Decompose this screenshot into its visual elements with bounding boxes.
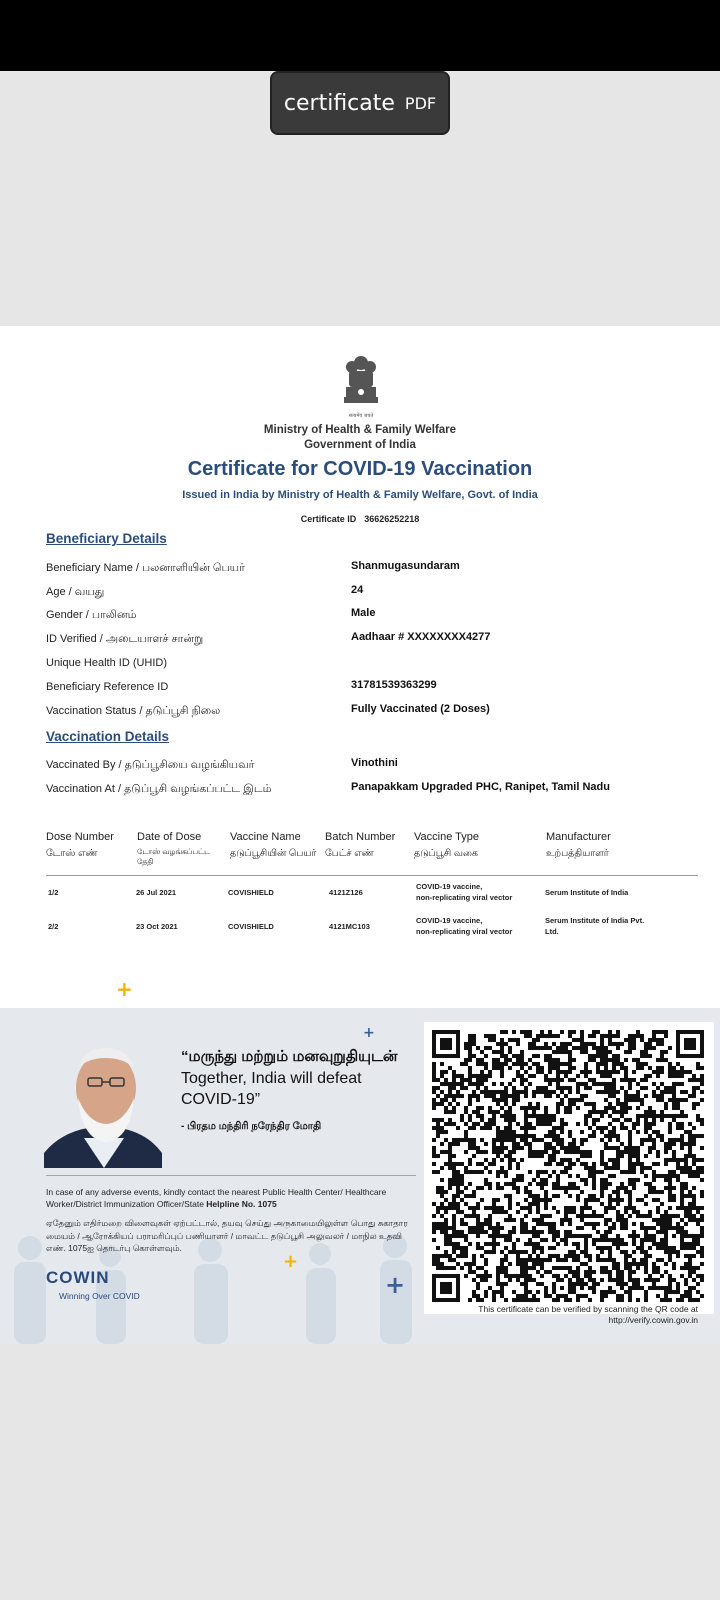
row-label: Vaccinated By / தடுப்பூசியை வழங்கியவர் [46,759,255,771]
cowin-logo: COWIN [46,1268,110,1287]
qr-caption-line: This certificate can be verified by scanning the QR code at [478,1304,698,1314]
helpline-text-tamil: ஏதேனும் எதிர்மறை விளைவுகள் ஏற்பட்டால், தயவு செய்து அருகாமையிலுள்ள பொது சுகாதார மையம் / ஆரோக்கியப் பராமரிப்புப் பணியாளர் / மாவட்ட தடுப்பூசி அலுவலர் / மாநில உதவி எண். 1075ஐ தொடர்பு கொள்ளவும். [46,1218,408,1253]
row-value: Shanmugasundaram [351,560,460,572]
quote-attribution: - பிரதம மந்திரி நரேந்திர மோதி [181,1121,322,1132]
qr-code[interactable] [424,1022,714,1314]
column-header-ta: டோஸ் வழங்கப்பட்ட தேதி [137,847,211,866]
row-label: Age / வயது [46,586,105,598]
column-header-ta: தடுப்பூசியின் பெயர் [230,848,317,859]
vaccine-type-line: COVID-19 vaccine, [416,882,483,891]
row-value: 24 [351,584,364,596]
dose-date: 23 Oct 2021 [136,922,178,931]
vaccine-name: COVISHIELD [228,922,274,931]
row-value: Vinothini [351,757,398,769]
dose-number: 1/2 [48,888,59,897]
status-bar [0,0,720,71]
emblem-motto: सत्यमेव जयते [348,413,374,419]
column-header [546,831,686,859]
certificate-id-label: Certificate ID [300,514,357,524]
column-header-en: Dose Number [46,831,114,843]
column-header-en: Date of Dose [137,831,202,843]
vaccine-type-line: non-replicating viral vector [416,893,513,902]
file-type: PDF [404,93,437,113]
column-header-en: Batch Number [325,831,396,843]
plus-icon: + [116,977,133,1001]
beneficiary-row [46,633,696,653]
manufacturer-line: Serum Institute of India [545,888,629,897]
column-header-ta: தடுப்பூசி வகை [414,848,479,859]
row-value: Panapakkam Upgraded PHC, Ranipet, Tamil Nadu [351,781,610,793]
manufacturer [545,887,628,898]
manufacturer-line: Serum Institute of India Pvt. [545,916,645,925]
certificate-page [0,326,720,1344]
beneficiary-row [46,681,696,701]
vaccination-row [46,759,696,779]
file-name-pill[interactable] [270,71,450,135]
vaccine-type-line: non-replicating viral vector [416,927,513,936]
beneficiary-row [46,657,696,677]
helpline-text-main: In case of any adverse events, kindly contact the nearest Public Health Center/ Healthcare Worker/District Immunization Officer/State [46,1187,387,1209]
vaccine-type [416,915,512,937]
vaccine-type [416,881,512,903]
vaccination-section-title: Vaccination Details [46,729,170,744]
column-header-ta: உற்பத்தியாளர் [546,848,609,859]
ministry-block [0,423,720,453]
vaccine-type-line: COVID-19 vaccine, [416,916,483,925]
row-label: Beneficiary Name / பலனாளியின் பெயர் [46,562,245,574]
row-label: Vaccination Status / தடுப்பூசி நிலை [46,705,221,717]
file-name: certificate [283,90,395,116]
row-label: Gender / பாலினம் [46,609,137,621]
ministry-name: Ministry of Health & Family Welfare [263,424,457,436]
manufacturer-line: Ltd. [545,927,559,936]
dose-date: 26 Jul 2021 [136,888,177,897]
plus-icon: + [283,1251,299,1272]
certificate-id-line [0,514,720,524]
beneficiary-row [46,609,696,629]
row-label: Unique Health ID (UHID) [46,657,168,669]
prime-minister-portrait [44,1028,164,1168]
manufacturer [545,915,644,937]
qr-caption-link: http://verify.cowin.gov.in [608,1315,698,1325]
column-header [137,831,227,867]
column-header-en: Manufacturer [546,831,611,843]
certificate-subtitle: Issued in India by Ministry of Health & Family Welfare, Govt. of India [182,489,538,501]
helpline-text [46,1186,416,1210]
row-label: Beneficiary Reference ID [46,681,169,693]
row-value: Fully Vaccinated (2 Doses) [351,703,490,715]
row-label: Vaccination At / தடுப்பூசி வழங்கப்பட்ட இடம் [46,783,272,795]
batch-number: 4121MC103 [329,922,370,931]
column-header-ta: டோஸ் எண் [46,848,98,859]
certificate-title: Certificate for COVID-19 Vaccination [187,458,533,480]
dose-number: 2/2 [48,922,59,931]
quote-block [181,1048,411,1133]
beneficiary-row [46,705,696,725]
column-header-en: Vaccine Name [230,831,301,843]
batch-number: 4121Z126 [329,888,363,897]
certificate-id-value: 36626252218 [364,514,420,524]
column-header-ta: பேட்ச் எண் [325,848,374,859]
beneficiary-row [46,586,696,606]
column-header [46,831,136,859]
footer-divider [46,1175,416,1176]
column-header-en: Vaccine Type [414,831,480,843]
column-header [325,831,415,859]
plus-icon: + [385,1271,406,1299]
plus-icon: + [363,1025,375,1041]
row-value: Aadhaar # XXXXXXXX4277 [351,631,491,643]
qr-caption [398,1304,698,1326]
cowin-tagline: Winning Over COVID [59,1291,140,1301]
column-header [230,831,325,859]
quote-tamil: “மருந்து மற்றும் மனவுறுதியுடன் [181,1048,398,1065]
quote-english: Together, India will defeat COVID-19” [181,1070,362,1108]
beneficiary-section-title: Beneficiary Details [46,531,167,546]
certificate-footer [0,1008,720,1344]
row-value: 31781539363299 [351,679,437,691]
vaccination-row [46,783,696,803]
government-name: Government of India [304,439,416,451]
column-header [414,831,534,859]
national-emblem-icon [340,351,382,423]
beneficiary-row [46,562,696,582]
row-label: ID Verified / அடையாளச் சான்று [46,633,204,645]
qr-code-icon [432,1030,706,1306]
row-value: Male [351,607,376,619]
vaccine-name: COVISHIELD [228,888,274,897]
table-divider [46,875,698,876]
helpline-number: Helpline No. 1075 [206,1199,277,1209]
